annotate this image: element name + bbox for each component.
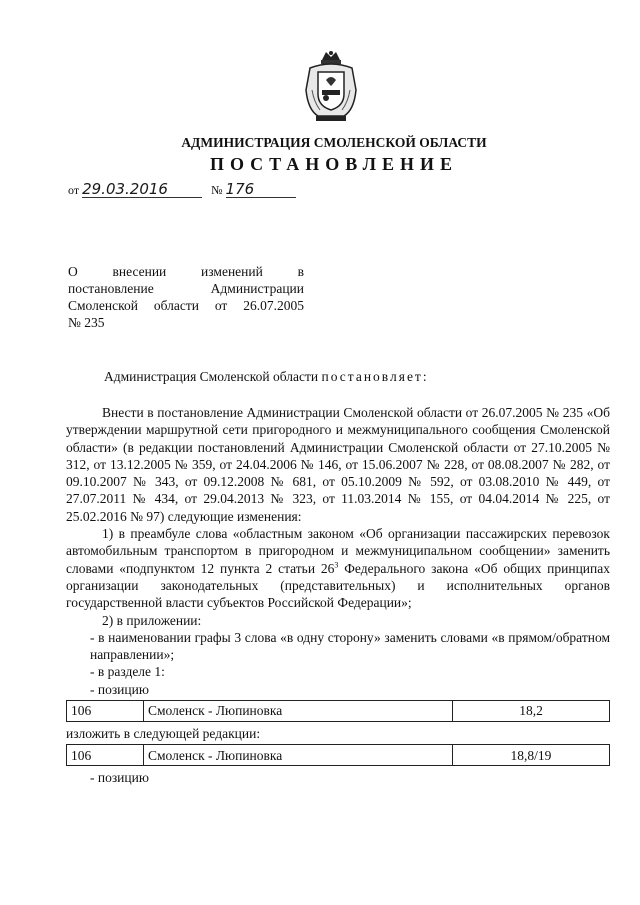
document-body [66,404,610,787]
date-number-line [68,180,296,198]
number-prefix: № [211,183,223,197]
handwritten-number: 176 [225,180,255,198]
subject-line: постановление Администрации [68,281,304,296]
table-row [67,745,610,766]
document-subject [68,263,304,331]
paragraph-main: Внести в постановление Администрации Смоленской области от 26.07.2005 № 235 «Об утверждении маршрутной сети пригородного и межмуниципального сообщения Смоленской области» (в редакции постановлений Администрации Смоленской области от 27.10.2005 № 312, от 13.12.2005 № 359, от 24.04.2006 № 146, от 15.06.2007 № 228, от 08.08.2007 № 282, от 09.10.2007 № 343, от 09.12.2008 № 681, от 05.10.2009 № 592, от 03.08.2010 № 449, от 27.07.2011 № 434, от 29.04.2013 № 323, от 11.03.2014 № 155, от 04.04.2014 № 225, от 25.02.2016 № 97) следующие изменения: [66,405,610,524]
position-table-old [66,700,610,722]
handwritten-date: 29.03.2016 [82,180,168,198]
table-cell-route: Смоленск - Люпиновка [144,745,453,766]
paragraph-item2: 2) в приложении: [102,612,202,628]
paragraph-dash: - позицию [90,770,149,786]
intro-text: Администрация Смоленской области [104,369,319,384]
table-cell-route: Смоленск - Люпиновка [144,701,453,722]
table-cell-distance: 18,2 [453,701,610,722]
table-row [67,701,610,722]
intro-line [104,369,429,385]
paragraph-dash: - в разделе 1: [90,664,165,680]
paragraph-replace: изложить в следующей редакции: [66,726,261,742]
position-table-new [66,744,610,766]
organization-title: АДМИНИСТРАЦИЯ СМОЛЕНСКОЙ ОБЛАСТИ [181,135,487,150]
table-cell-number: 106 [67,745,144,766]
item1-superscript: 3 [334,560,339,570]
coat-of-arms-icon [300,50,362,126]
date-field [82,180,202,198]
intro-spaced: постановляет: [321,369,429,384]
item1-text-b: Федерального закона «Об общих принципах организации законодательных (представительных) и исполнительных органов государственной власти субъектов Российской Федерации»; [66,560,610,611]
table-cell-number: 106 [67,701,144,722]
item1-text-a: 1) в преамбуле слова «областным законом «Об организации пассажирских перевозок автомобильным транспортом в пригородном и межмуниципальном сообщении» заменить словами «подпунктом 12 пункта 2 статьи 26 [66,526,610,576]
subject-line: Смоленской области от 26.07.2005 [68,298,304,313]
paragraph-item1 [66,525,610,611]
subject-line: № 235 [68,315,105,330]
paragraph-dash: - в наименовании графы 3 слова «в одну сторону» заменить словами «в прямом/обратном направлении»; [90,629,610,663]
paragraph-dash: - позицию [90,681,149,697]
table-cell-distance: 18,8/19 [453,745,610,766]
date-prefix: от [68,183,80,197]
document-type-title: ПОСТАНОВЛЕНИЕ [209,154,459,174]
number-field [226,180,296,198]
subject-line: О внесении изменений в [68,264,304,279]
